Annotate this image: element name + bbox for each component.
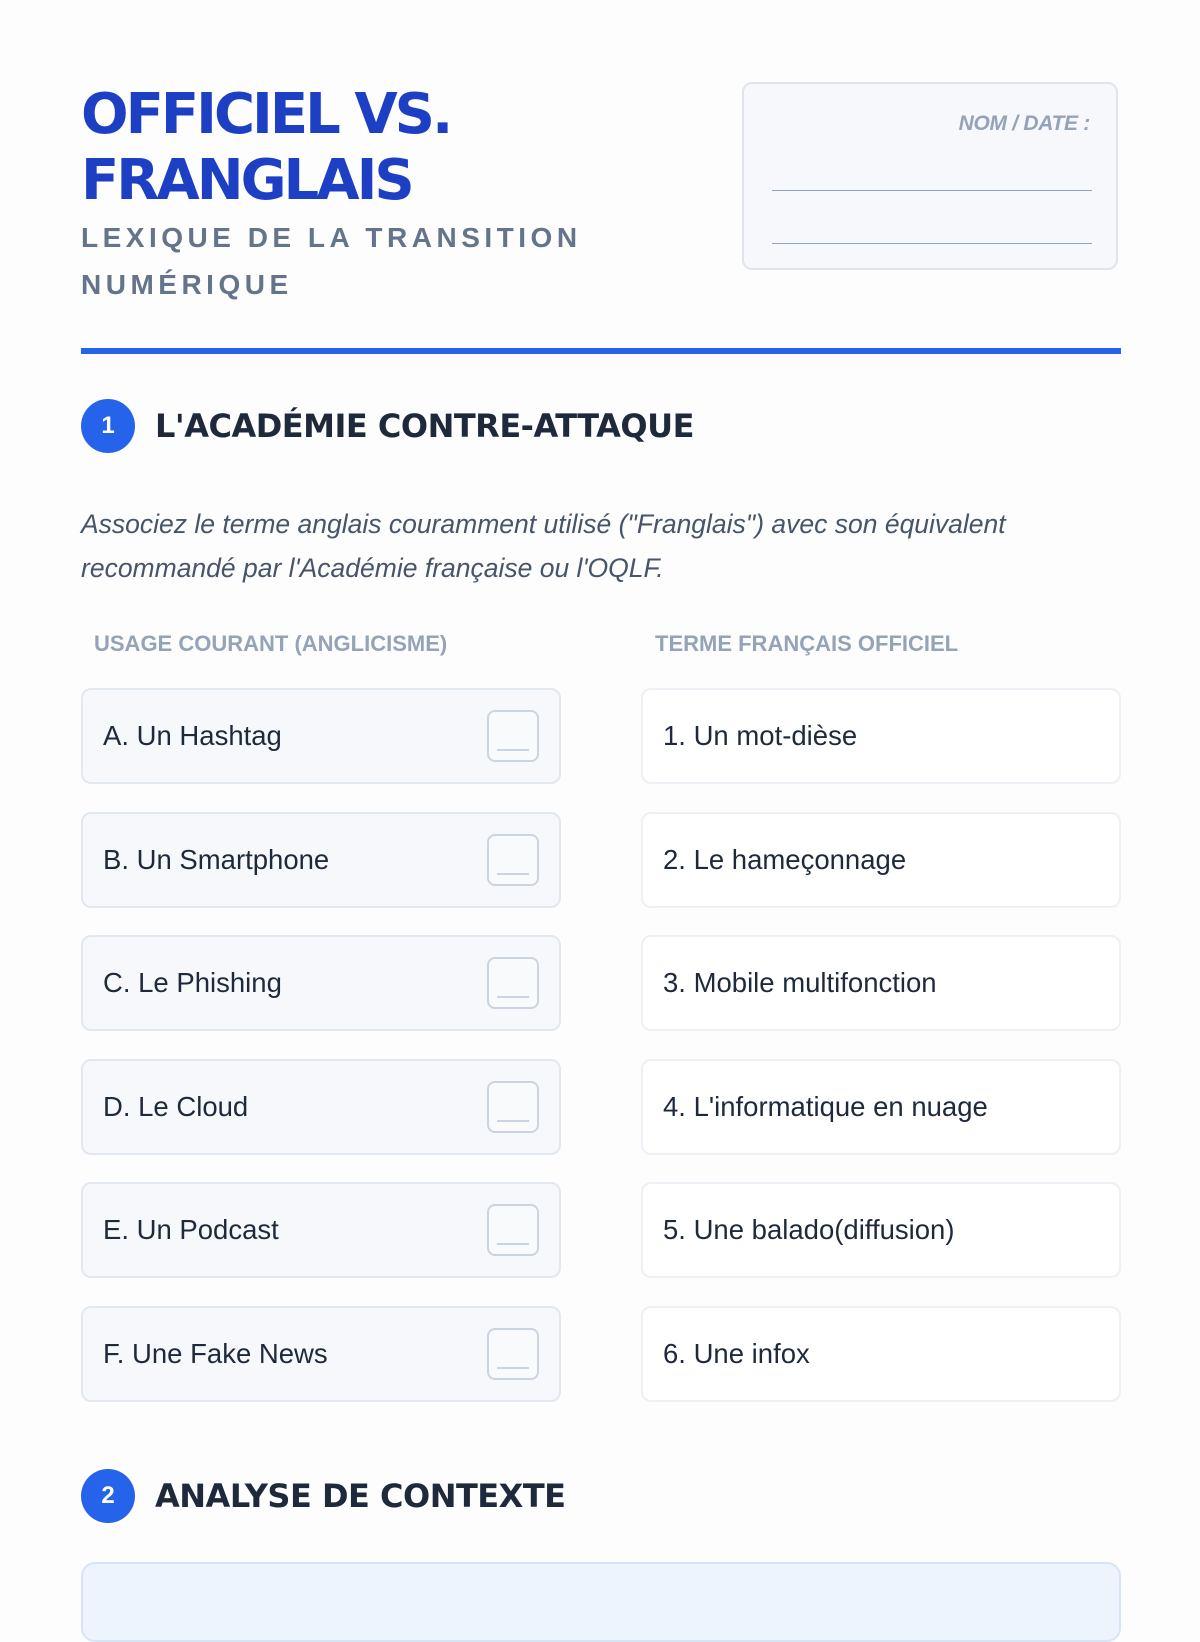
left-column-header: USAGE COURANT (ANGLICISME) <box>94 631 448 656</box>
official-term-card-4 <box>641 1059 1121 1155</box>
anglicism-term: D. Le Cloud <box>103 1091 249 1122</box>
section-number-badge: 1 <box>81 399 135 453</box>
official-term: 4. L'informatique en nuage <box>663 1091 988 1122</box>
worksheet-title <box>81 82 450 214</box>
anglicism-term: A. Un Hashtag <box>103 720 282 751</box>
answer-box[interactable] <box>487 1328 539 1380</box>
answer-box[interactable] <box>487 1081 539 1133</box>
name-date-box <box>742 82 1118 270</box>
anglicism-card-b <box>81 812 561 908</box>
instructions-line-1: Associez le terme anglais couramment utilisé ("Franglais") avec son équivalent <box>81 509 1006 539</box>
official-term-card-1 <box>641 688 1121 784</box>
worksheet-header <box>81 82 1121 312</box>
section-title: ANALYSE DE CONTEXTE <box>155 1477 566 1515</box>
official-term: 1. Un mot-dièse <box>663 720 858 751</box>
header-divider <box>81 348 1121 354</box>
date-write-line[interactable] <box>772 243 1092 244</box>
worksheet-subtitle <box>81 214 641 308</box>
section-1-header <box>81 399 1121 453</box>
answer-box[interactable] <box>487 834 539 886</box>
anglicism-card-c <box>81 935 561 1031</box>
anglicism-term: C. Le Phishing <box>103 967 282 998</box>
anglicism-card-f <box>81 1306 561 1402</box>
anglicism-term: E. Un Podcast <box>103 1214 279 1245</box>
official-term-card-3 <box>641 935 1121 1031</box>
answer-box[interactable] <box>487 1204 539 1256</box>
instructions-line-2: recommandé par l'Académie française ou l'OQLF. <box>81 553 664 583</box>
official-term: 5. Une balado(diffusion) <box>663 1214 955 1245</box>
name-write-line[interactable] <box>772 190 1092 191</box>
anglicism-card-e <box>81 1182 561 1278</box>
anglicism-term: B. Un Smartphone <box>103 844 330 875</box>
right-column-header: TERME FRANÇAIS OFFICIEL <box>655 631 959 656</box>
anglicism-card-a <box>81 688 561 784</box>
answer-box[interactable] <box>487 957 539 1009</box>
anglicism-term: F. Une Fake News <box>103 1338 328 1369</box>
section-2-header <box>81 1469 1121 1523</box>
subtitle-line-2: NUMÉRIQUE <box>81 269 293 300</box>
section-1-instructions <box>81 502 1101 590</box>
name-date-label: NOM / DATE : <box>958 112 1090 135</box>
official-term-card-2 <box>641 812 1121 908</box>
section-title: L'ACADÉMIE CONTRE-ATTAQUE <box>155 407 694 445</box>
anglicism-card-d <box>81 1059 561 1155</box>
official-term: 2. Le hameçonnage <box>663 844 907 875</box>
title-line-1: OFFICIEL VS. <box>81 82 451 147</box>
official-term: 6. Une infox <box>663 1338 810 1369</box>
official-term-card-5 <box>641 1182 1121 1278</box>
official-term-card-6 <box>641 1306 1121 1402</box>
subtitle-line-1: LEXIQUE DE LA TRANSITION <box>81 222 582 253</box>
worksheet-page <box>81 0 1121 1600</box>
official-term: 3. Mobile multifonction <box>663 967 937 998</box>
answer-box[interactable] <box>487 710 539 762</box>
section-number-badge: 2 <box>81 1469 135 1523</box>
context-analysis-box <box>81 1562 1121 1642</box>
title-line-2: FRANGLAIS <box>81 148 412 213</box>
